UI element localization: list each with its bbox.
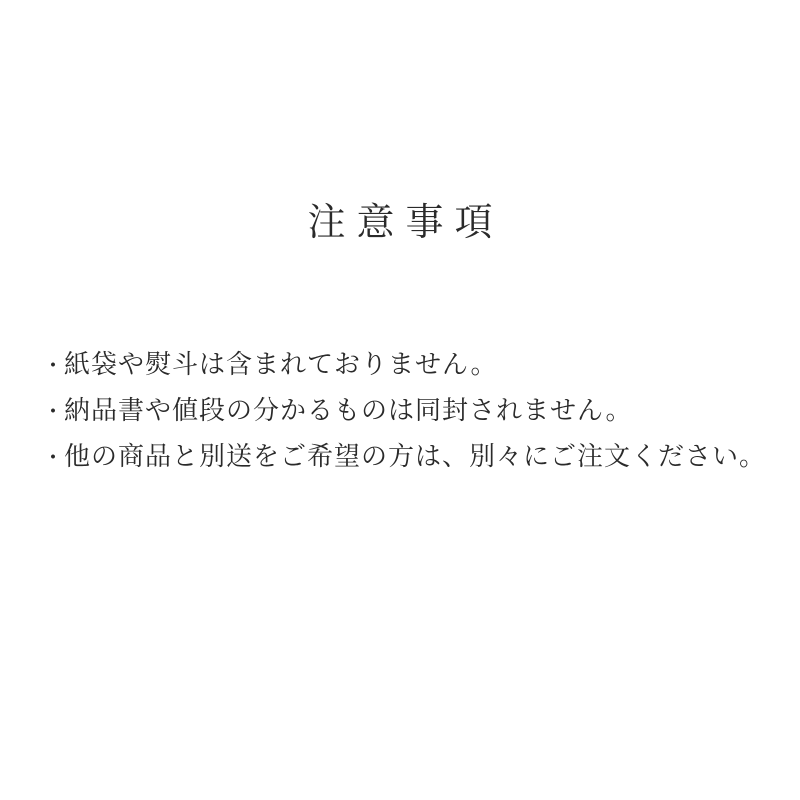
note-text: 納品書や値段の分かるものは同封されません。	[64, 395, 633, 425]
bullet-icon: ・	[42, 445, 66, 470]
note-text: 他の商品と別送をご希望の方は、別々にご注文ください。	[64, 441, 767, 471]
note-item	[42, 388, 776, 434]
note-item	[42, 342, 776, 388]
notes-list	[42, 342, 776, 480]
note-text: 紙袋や熨斗は含まれておりません。	[64, 349, 498, 379]
bullet-icon: ・	[42, 353, 66, 378]
note-item	[42, 434, 776, 480]
page-title: 注意事項	[307, 202, 504, 245]
bullet-icon: ・	[42, 399, 66, 424]
